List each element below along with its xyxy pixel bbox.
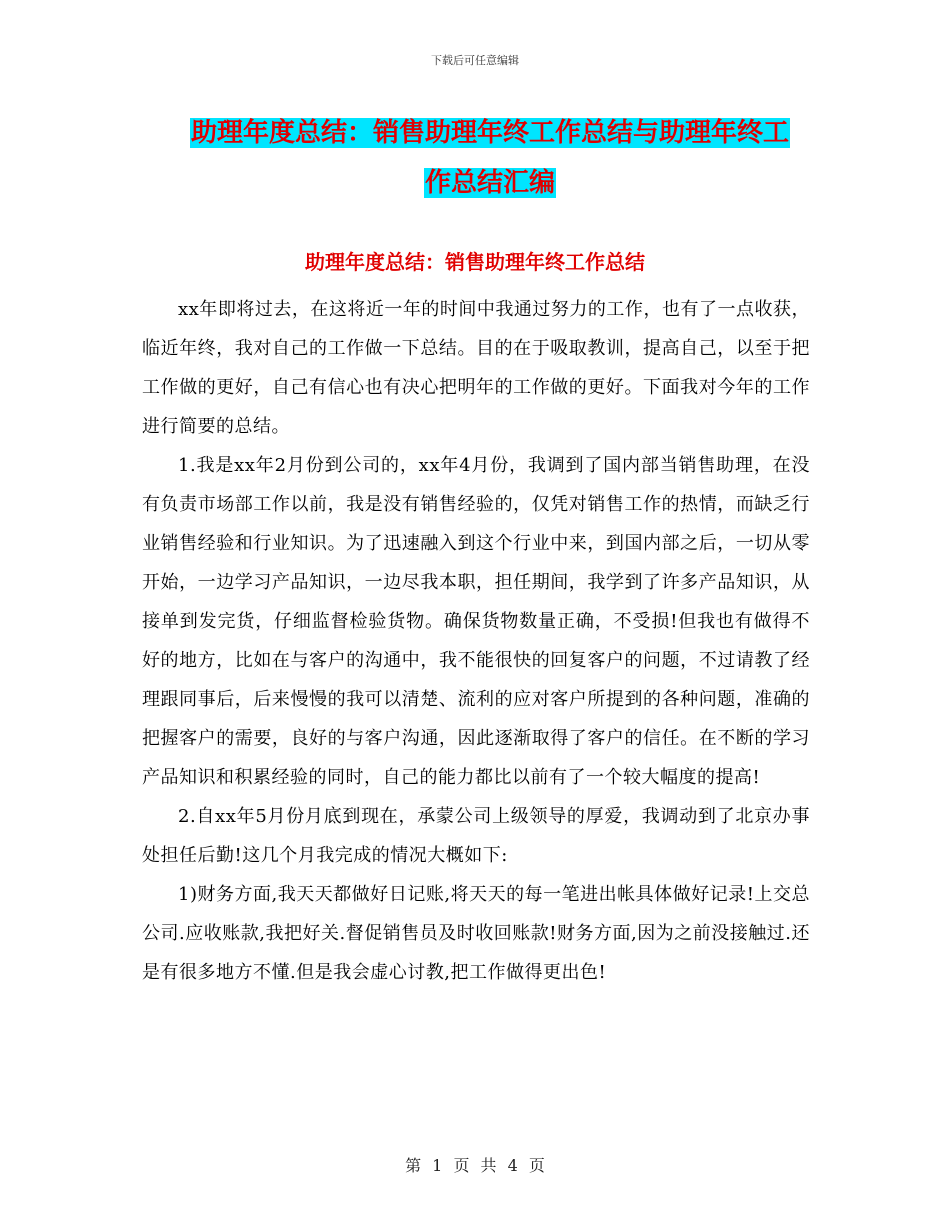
page-number-footer: 第 1 页 共 4 页: [405, 1156, 545, 1175]
document-title-line-2: 作总结汇编: [424, 168, 555, 198]
paragraph: xx年即将过去，在这将近一年的时间中我通过努力的工作，也有了一点收获，临近年终，我对自己的工作做一下总结。目的在于吸取教训，提高自己，以至于把工作做的更好，自己有信心也有决心把明年的工作做的更好。下面我对今年的工作进行简要的总结。: [142, 299, 810, 437]
paragraph: 2.自xx年5月份月底到现在，承蒙公司上级领导的厚爱，我调动到了北京办事处担任后勤!这几个月我完成的情况大概如下:: [142, 806, 810, 866]
paragraph: 1)财务方面,我天天都做好日记账,将天天的每一笔进出帐具体做好记录!上交总公司.应收账款,我把好关.督促销售员及时收回账款!财务方面,因为之前没接触过.还是有很多地方不懂.但是我会虚心讨教,把工作做得更出色!: [142, 884, 810, 983]
header-note: 下载后可任意编辑: [431, 54, 519, 67]
document-title: [150, 108, 830, 208]
document-body: [142, 290, 810, 992]
section-title: 助理年度总结：销售助理年终工作总结: [305, 250, 645, 274]
paragraph: 1.我是xx年2月份到公司的，xx年4月份，我调到了国内部当销售助理，在没有负责市场部工作以前，我是没有销售经验的，仅凭对销售工作的热情，而缺乏行业销售经验和行业知识。为了迅速融入到这个行业中来，到国内部之后，一切从零开始，一边学习产品知识，一边尽我本职，担任期间，我学到了许多产品知识，从接单到发完货，仔细监督检验货物。确保货物数量正确，不受损!但我也有做得不好的地方，比如在与客户的沟通中，我不能很快的回复客户的问题，不过请教了经理跟同事后，后来慢慢的我可以清楚、流利的应对客户所提到的各种问题，准确的把握客户的需要，良好的与客户沟通，因此逐渐取得了客户的信任。在不断的学习产品知识和积累经验的同时，自己的能力都比以前有了一个较大幅度的提高!: [142, 455, 810, 788]
document-title-line-1: 助理年度总结：销售助理年终工作总结与助理年终工: [190, 118, 789, 148]
